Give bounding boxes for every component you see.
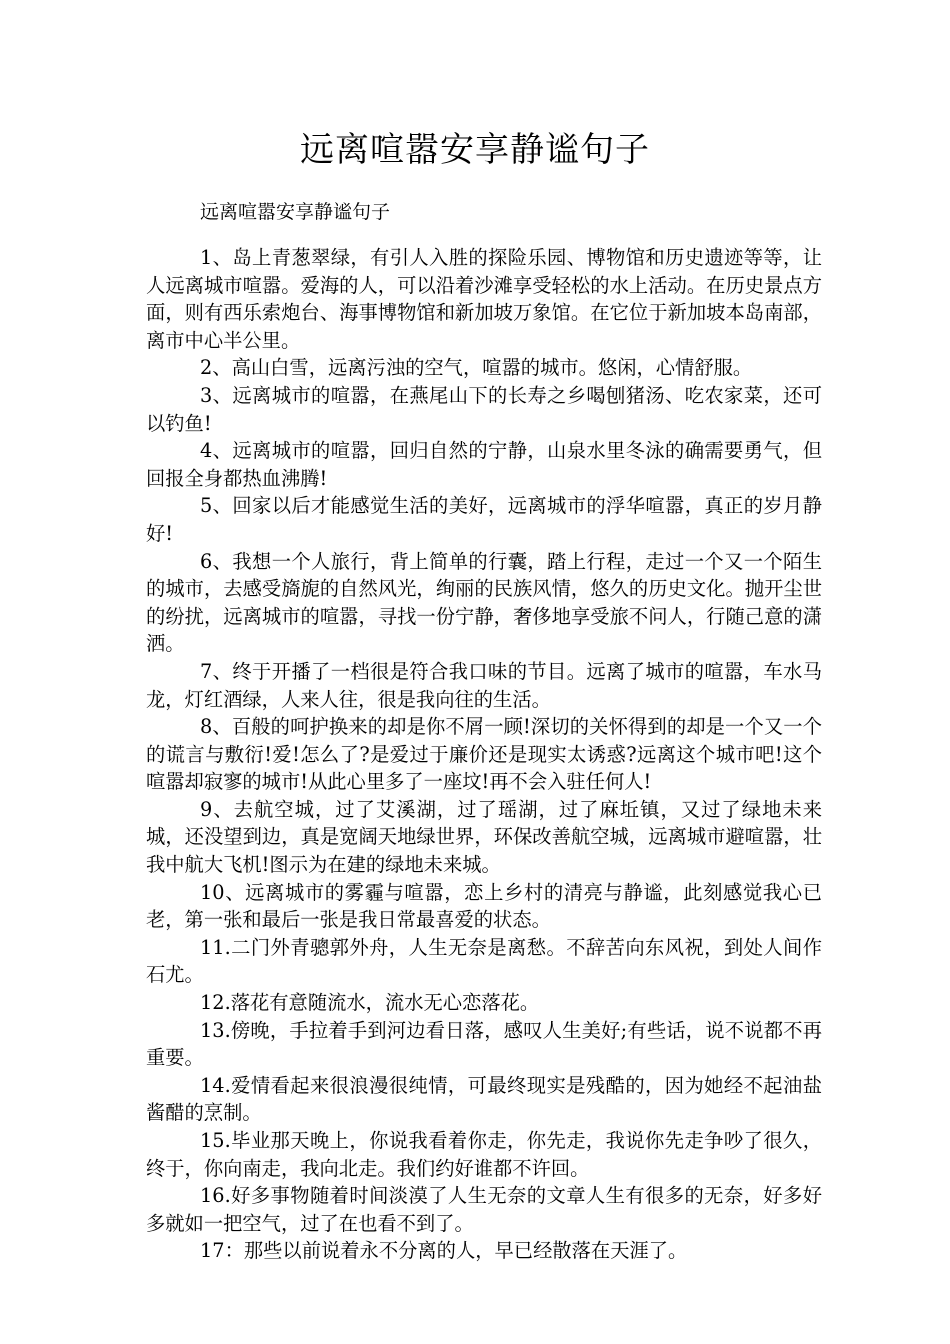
paragraph: 11.二门外青骢郭外舟，人生无奈是离愁。不辞苦向东风祝，到处人间作石尤。 xyxy=(146,935,822,987)
paragraph: 4、远离城市的喧嚣，回归自然的宁静，山泉水里冬泳的确需要勇气，但回报全身都热血沸腾! xyxy=(146,439,822,490)
paragraph: 7、终于开播了一档很是符合我口味的节目。远离了城市的喧嚣，车水马龙，灯红酒绿，人来人往，很是我向往的生活。 xyxy=(146,659,822,711)
document-body xyxy=(146,244,822,1265)
paragraph: 13.傍晚，手拉着手到河边看日落，感叹人生美好;有些话，说不说都不再重要。 xyxy=(146,1018,822,1070)
paragraph: 15.毕业那天晚上，你说我看着你走，你先走，我说你先走争吵了很久，终于，你向南走，我向北走。我们约好谁都不许回。 xyxy=(146,1129,822,1180)
paragraph: 10、远离城市的雾霾与喧嚣，恋上乡村的清亮与静谧，此刻感觉我心已老，第一张和最后一张是我日常最喜爱的状态。 xyxy=(146,880,822,932)
paragraph: 9、去航空城，过了艾溪湖，过了瑶湖，过了麻坵镇，又过了绿地未来城，还没望到边，真是宽阔天地绿世界，环保改善航空城，远离城市避喧嚣，壮我中航大飞机!图示为在建的绿地未来城。 xyxy=(146,797,822,877)
paragraph: 1、岛上青葱翠绿，有引人入胜的探险乐园、博物馆和历史遗迹等等，让人远离城市喧嚣。爱海的人，可以沿着沙滩享受轻松的水上活动。在历史景点方面，则有西乐索炮台、海事博物馆和新加坡万象馆。在它位于新加坡本岛南部，离市中心半公里。 xyxy=(146,246,822,352)
paragraph: 14.爱情看起来很浪漫很纯情，可最终现实是残酷的，因为她经不起油盐酱醋的烹制。 xyxy=(146,1073,822,1125)
paragraph: 17：那些以前说着永不分离的人，早已经散落在天涯了。 xyxy=(200,1239,688,1263)
paragraph: 5、回家以后才能感觉生活的美好，远离城市的浮华喧嚣，真正的岁月静好! xyxy=(146,494,822,545)
paragraph: 6、我想一个人旅行，背上简单的行囊，踏上行程，走过一个又一个陌生的城市，去感受旖旎的自然风光，绚丽的民族风情，悠久的历史文化。抛开尘世的纷扰，远离城市的喧嚣，寻找一份宁静，奢侈地享受旅不问人，行随己意的潇洒。 xyxy=(146,549,822,656)
paragraph: 12.落花有意随流水，流水无心恋落花。 xyxy=(200,991,540,1015)
document-title: 远离喧嚣安享静谧句子 xyxy=(300,130,650,170)
paragraph: 16.好多事物随着时间淡漠了人生无奈的文章人生有很多的无奈，好多好多就如一把空气，过了在也看不到了。 xyxy=(146,1184,822,1235)
paragraph: 3、远离城市的喧嚣，在燕尾山下的长寿之乡喝刨猪汤、吃农家菜，还可以钓鱼! xyxy=(146,383,822,435)
document-subtitle: 远离喧嚣安享静谧句子 xyxy=(200,201,391,223)
paragraph: 2、高山白雪，远离污浊的空气，喧嚣的城市。悠闲，心情舒服。 xyxy=(200,356,753,380)
paragraph: 8、百般的呵护换来的却是你不屑一顾!深切的关怀得到的却是一个又一个的谎言与敷衍!爱!怎么了?是爱过于廉价还是现实太诱惑?远离这个城市吧!这个喧嚣却寂寥的城市!从此心里多了一座坟!再不会入驻任何人! xyxy=(146,715,822,794)
